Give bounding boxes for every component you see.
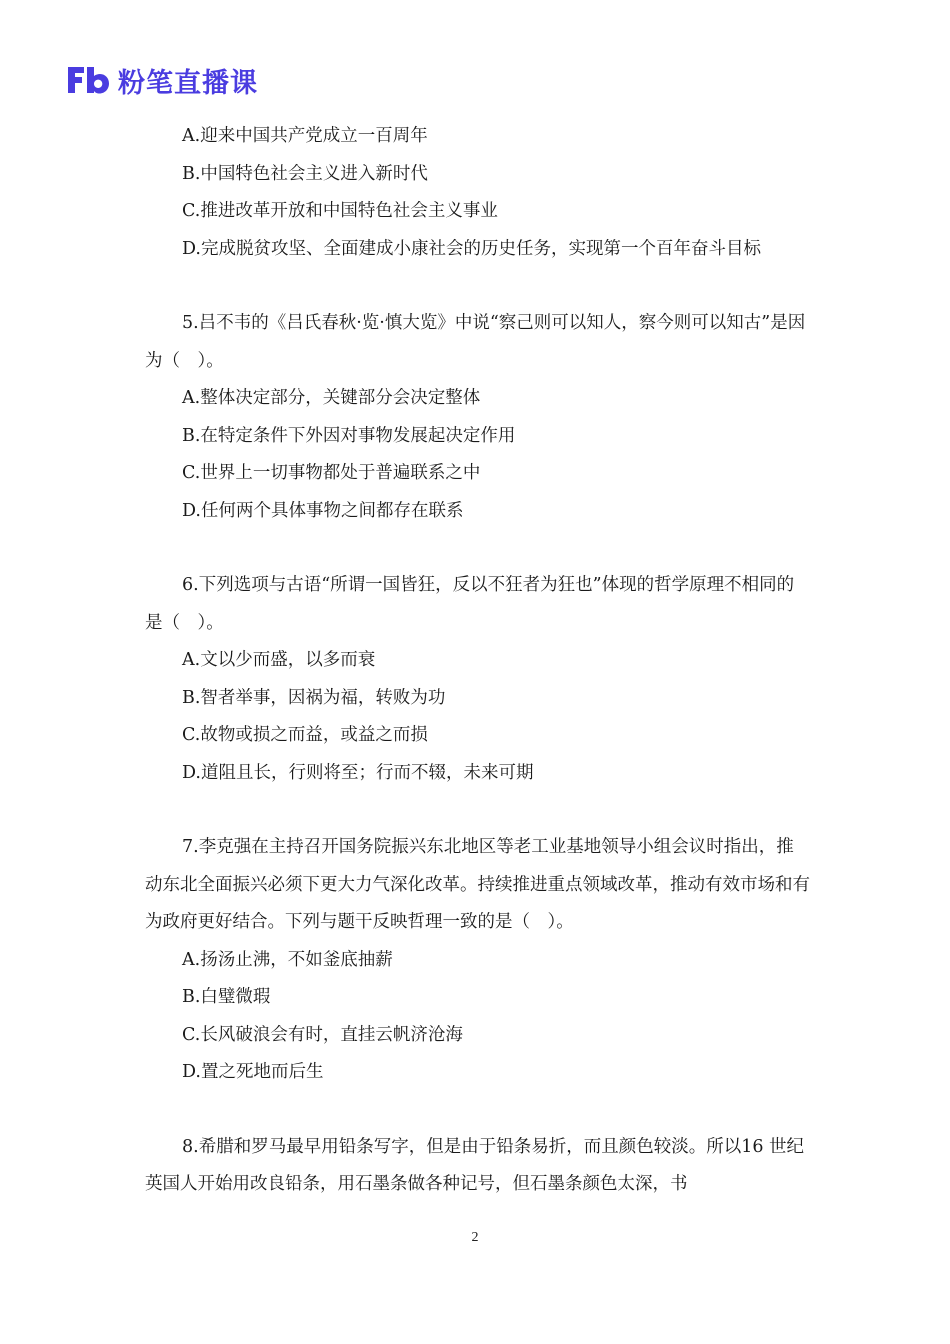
q7-option-d: D.置之死地而后生	[182, 1062, 324, 1082]
q7-option-a: A.扬汤止沸，不如釜底抽薪	[182, 949, 393, 970]
q4-option-a: A.迎来中国共产党成立一百周年	[182, 126, 428, 146]
q4-option-c: C.推进改革开放和中国特色社会主义事业	[182, 201, 498, 221]
q7-option-c: C.长风破浪会有时，直挂云帆济沧海	[182, 1024, 463, 1045]
brand-logo	[66, 63, 258, 97]
fb-logo-icon	[66, 65, 110, 95]
document-body	[145, 118, 810, 1204]
q6-option-c: C.故物或损之而益，或益之而损	[182, 725, 428, 745]
brand-name: 粉笔直播课	[118, 67, 258, 99]
q7-option-b: B.白璧微瑕	[182, 987, 271, 1007]
q6-stem: 6.下列选项与古语“所谓一国皆狂，反以不狂者为狂也”体现的哲学原理不相同的是（ ）。	[145, 575, 795, 633]
q5-stem: 5.吕不韦的《吕氏春秋·览·慎大览》中说“察己则可以知人，察今则可以知古”是因为（ ）。	[145, 313, 806, 371]
q6-option-a: A.文以少而盛，以多而衰	[182, 650, 376, 670]
q7-stem: 7.李克强在主持召开国务院振兴东北地区等老工业基地领导小组会议时指出，推动东北全面振兴必须下更大力气深化改革。持续推进重点领域改革，推动有效市场和有为政府更好结合。下列与题干反映哲理一致的是（ ）。	[145, 837, 810, 932]
q5-option-c: C.世界上一切事物都处于普遍联系之中	[182, 463, 481, 483]
q4-option-d: D.完成脱贫攻坚、全面建成小康社会的历史任务，实现第一个百年奋斗目标	[182, 238, 761, 259]
q5-option-d: D.任何两个具体事物之间都存在联系	[182, 500, 464, 521]
q5-option-b: B.在特定条件下外因对事物发展起决定作用	[182, 425, 516, 446]
q4-option-b: B.中国特色社会主义进入新时代	[182, 163, 428, 184]
page-number: 2	[471, 1230, 479, 1245]
q6-option-d: D.道阻且长，行则将至；行而不辍，未来可期	[182, 762, 534, 783]
q8-stem: 8.希腊和罗马最早用铅条写字，但是由于铅条易折，而且颜色较淡。所以16 世纪英国人开始用改良铅条，用石墨条做各种记号，但石墨条颜色太深，书	[145, 1136, 805, 1194]
q5-option-a: A.整体决定部分，关键部分会决定整体	[182, 388, 481, 408]
q6-option-b: B.智者举事，因祸为福，转败为功	[182, 687, 446, 708]
